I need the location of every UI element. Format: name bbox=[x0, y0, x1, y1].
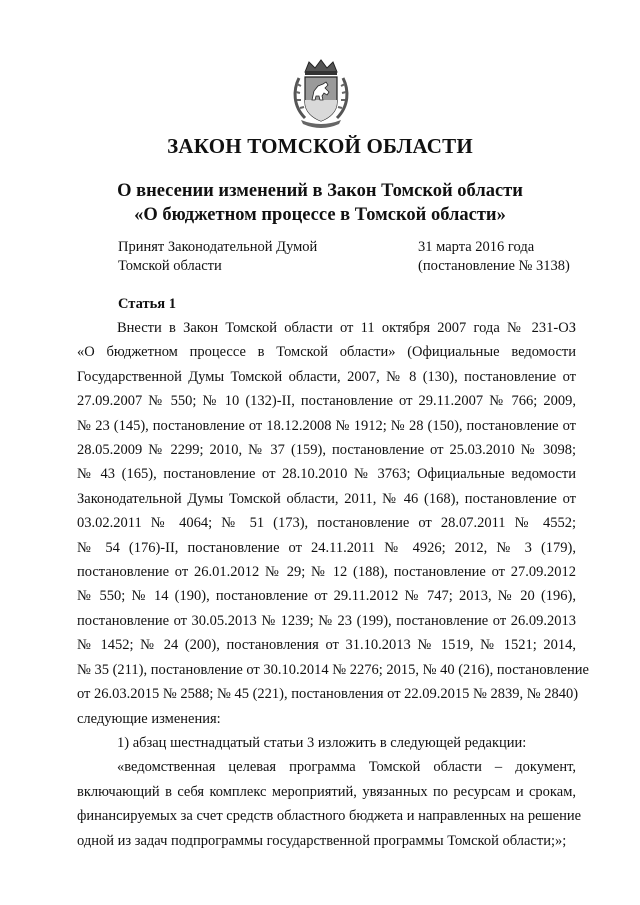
body-line: № 43 (165), постановление от 28.10.2010 № 3763; Официальные ведомости bbox=[77, 466, 576, 483]
body-line: № 1452; № 24 (200), постановления от 31.10.2013 № 1519, № 1521; 2014, bbox=[77, 637, 576, 654]
quote-line: «ведомственная целевая программа Томской области – документ, bbox=[117, 759, 576, 776]
adoption-date bbox=[418, 238, 570, 276]
body-line: следующие изменения: bbox=[77, 710, 221, 727]
quote-line: одной из задач подпрограммы государственной программы Томской области;»; bbox=[77, 832, 567, 849]
article-heading: Статья 1 bbox=[118, 296, 176, 312]
body-line: Законодательной Думы Томской области, 2011, № 46 (168), постановление от bbox=[77, 490, 576, 507]
adopted-by-line-1: Принят Законодательной Думой bbox=[118, 239, 318, 255]
law-title: ЗАКОН ТОМСКОЙ ОБЛАСТИ bbox=[167, 134, 473, 158]
adoption-date-line: 31 марта 2016 года bbox=[418, 239, 535, 255]
article-body bbox=[77, 316, 589, 853]
subject-line-1: О внесении изменений в Закон Томской области bbox=[117, 181, 523, 201]
body-line: от 26.03.2015 № 2588; № 45 (221), постановления от 22.09.2015 № 2839, № 2840) bbox=[77, 686, 579, 703]
body-line: постановление от 26.01.2012 № 29; № 12 (188), постановление от 27.09.2012 bbox=[77, 564, 576, 581]
body-line: Государственной Думы Томской области, 2007, № 8 (130), постановление от bbox=[77, 368, 576, 385]
body-line: 27.09.2007 № 550; № 10 (132)-II, постановление от 29.11.2007 № 766; 2009, bbox=[77, 393, 576, 410]
body-line: постановление от 30.05.2013 № 1239; № 23 (199), постановление от 26.09.2013 bbox=[77, 612, 576, 629]
item-1: 1) абзац шестнадцатый статьи 3 изложить в следующей редакции: bbox=[117, 734, 527, 751]
quote-line: финансируемых за счет средств областного бюджета и направленных на решение bbox=[77, 808, 582, 825]
body-line: 28.05.2009 № 2299; 2010, № 37 (159), постановление от 25.03.2010 № 3098; bbox=[77, 442, 576, 459]
law-subject bbox=[0, 179, 640, 227]
body-line: Внести в Закон Томской области от 11 октября 2007 года № 231-ОЗ bbox=[117, 320, 576, 336]
adopted-by bbox=[118, 238, 317, 276]
body-line: № 35 (211), постановление от 30.10.2014 № 2276; 2015, № 40 (216), постановление bbox=[77, 661, 589, 678]
body-line: № 23 (145), постановление от 18.12.2008 № 1912; № 28 (150), постановление от bbox=[77, 417, 576, 434]
resolution-number: (постановление № 3138) bbox=[418, 258, 570, 274]
body-line: «О бюджетном процессе в Томской области» (Официальные ведомости bbox=[77, 344, 576, 361]
adopted-by-line-2: Томской области bbox=[118, 258, 222, 274]
body-line: 03.02.2011 № 4064; № 51 (173), постановление от 28.07.2011 № 4552; bbox=[77, 515, 576, 532]
coat-of-arms-icon bbox=[291, 58, 351, 128]
subject-line-2: «О бюджетном процессе в Томской области» bbox=[134, 205, 506, 225]
body-line: № 550; № 14 (190), постановление от 29.11.2012 № 747; 2013, № 20 (196), bbox=[77, 588, 576, 605]
quote-line: включающий в себя комплекс мероприятий, увязанных по ресурсам и срокам, bbox=[77, 783, 576, 800]
body-line: № 54 (176)-II, постановление от 24.11.2011 № 4926; 2012, № 3 (179), bbox=[77, 539, 576, 556]
